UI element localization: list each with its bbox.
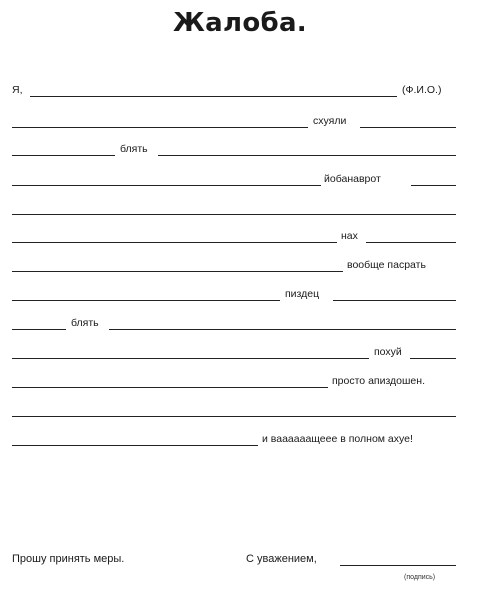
blank-line xyxy=(12,242,337,243)
regards-text: С уважением, xyxy=(246,553,317,565)
blank-line xyxy=(12,358,369,359)
signature-hint: (подпись) xyxy=(404,574,436,581)
row-1-prefix: Я, xyxy=(12,84,23,96)
blank-line xyxy=(12,214,456,215)
row-8-text: пиздец xyxy=(285,288,320,300)
row-10-text: похуй xyxy=(374,346,402,358)
row-7-text: вообще пасрать xyxy=(347,259,426,271)
blank-line xyxy=(12,416,456,417)
blank-line xyxy=(109,329,456,330)
row-13-text: и ваааааащеее в полном ахуе! xyxy=(262,433,413,445)
blank-line xyxy=(12,387,328,388)
blank-line xyxy=(333,300,456,301)
blank-line xyxy=(366,242,456,243)
blank-line xyxy=(411,185,456,186)
row-3-text: блять xyxy=(120,143,148,155)
page-title: Жалоба. xyxy=(173,8,307,38)
blank-line xyxy=(12,445,258,446)
row-6-text: нах xyxy=(341,230,358,242)
row-2-text: схуяли xyxy=(313,115,347,127)
blank-line xyxy=(158,155,456,156)
blank-line xyxy=(12,185,321,186)
row-4-text: йобанаврот xyxy=(324,173,381,185)
signature-line xyxy=(340,565,456,566)
blank-line xyxy=(12,127,308,128)
blank-line xyxy=(12,329,66,330)
blank-line xyxy=(410,358,456,359)
row-1-fio-label: (Ф.И.О.) xyxy=(402,84,442,96)
row-11-text: просто апиздошен. xyxy=(332,375,425,387)
blank-line xyxy=(12,155,115,156)
blank-line xyxy=(30,96,397,97)
request-measures-text: Прошу принять меры. xyxy=(12,553,125,565)
blank-line xyxy=(12,271,343,272)
blank-line xyxy=(360,127,456,128)
blank-line xyxy=(12,300,280,301)
row-9-text: блять xyxy=(71,317,99,329)
